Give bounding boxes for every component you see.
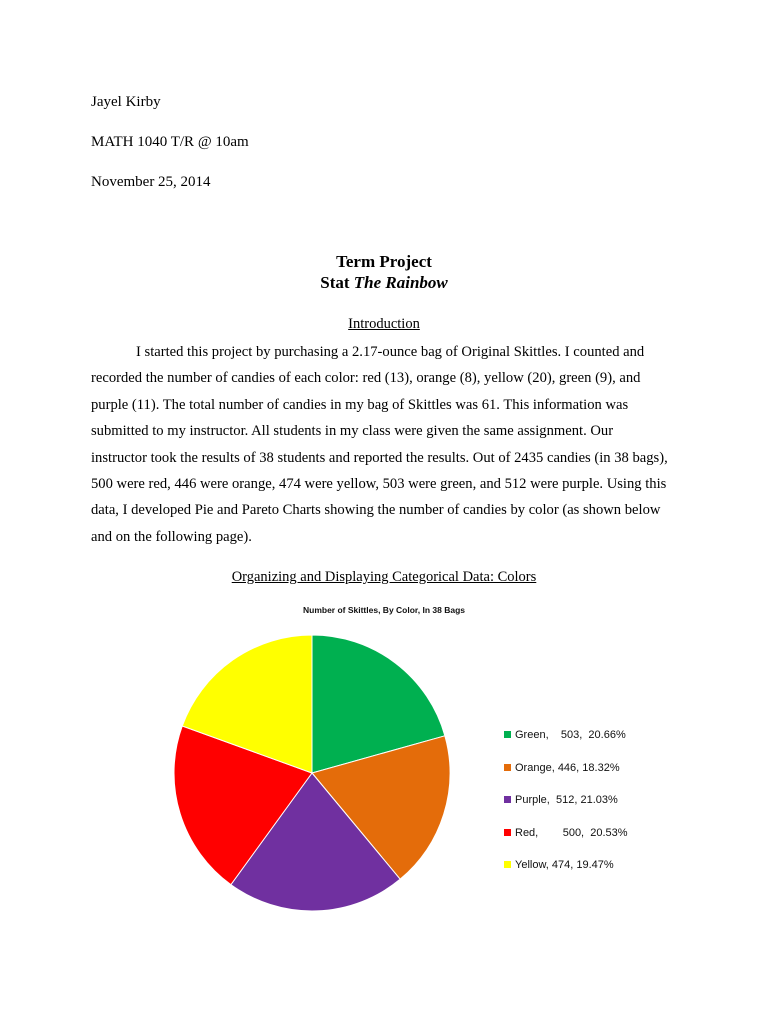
colors-section-heading bbox=[0, 568, 768, 586]
subtitle-prefix: Stat bbox=[320, 273, 354, 292]
author-name: Jayel Kirby bbox=[91, 94, 161, 110]
document-title: Term Project bbox=[336, 252, 432, 271]
legend-item-orange bbox=[504, 762, 628, 795]
colors-section-heading-text: Organizing and Displaying Categorical Data: Colors bbox=[231, 569, 537, 585]
legend-item-yellow bbox=[504, 859, 628, 892]
legend-swatch-red bbox=[504, 829, 511, 836]
legend-value: 503, bbox=[560, 729, 583, 741]
legend-value: 500, bbox=[562, 826, 585, 839]
legend-percent: 21.03% bbox=[580, 794, 618, 806]
legend-percent: 20.53% bbox=[590, 826, 628, 839]
chart-title: Number of Skittles, By Color, In 38 Bags bbox=[302, 605, 465, 615]
legend-label: Purple, bbox=[515, 794, 550, 806]
legend-swatch-yellow bbox=[504, 861, 511, 868]
legend-value: 512, bbox=[555, 794, 578, 806]
legend-label: Yellow, bbox=[515, 859, 549, 871]
chart-legend bbox=[504, 729, 628, 892]
introduction-heading bbox=[0, 315, 768, 333]
legend-swatch-orange bbox=[504, 764, 511, 771]
legend-percent: 20.66% bbox=[588, 729, 626, 741]
legend-label: Green, bbox=[515, 729, 549, 741]
document-date: November 25, 2014 bbox=[91, 174, 211, 190]
legend-item-green bbox=[504, 729, 628, 762]
legend-label: Red, bbox=[515, 826, 539, 839]
legend-value: 474, bbox=[551, 859, 574, 871]
legend-percent: 18.32% bbox=[582, 761, 620, 774]
course-info: MATH 1040 T/R @ 10am bbox=[91, 134, 249, 150]
document-subtitle bbox=[0, 273, 768, 293]
introduction-heading-text: Introduction bbox=[348, 316, 420, 332]
legend-item-red bbox=[504, 827, 628, 860]
legend-label: Orange, bbox=[515, 761, 555, 774]
legend-value: 446, bbox=[557, 761, 580, 774]
legend-item-purple bbox=[504, 794, 628, 827]
pie-chart bbox=[170, 626, 460, 920]
subtitle-italic: The Rainbow bbox=[353, 273, 448, 292]
legend-swatch-green bbox=[504, 731, 511, 738]
legend-percent: 19.47% bbox=[576, 859, 614, 871]
legend-swatch-purple bbox=[504, 796, 511, 803]
introduction-paragraph: I started this project by purchasing a 2.17-ounce bag of Original Skittles. I counted and recorded the number of candies of each color: red (13), orange (8), yellow (20), green (9), and purple (11). The total number of candies in my bag of Skittles was 61. This information was submitted to my instructor. All students in my class were given the same assignment. Our instructor took the results of 38 students and reported the results. Out of 2435 candies (in 38 bags), 500 were red, 446 were orange, 474 were yellow, 503 were green, and 512 were purple. Using this data, I developed Pie and Pareto Charts showing the number of candies by color (as shown below and on the following page). bbox=[91, 344, 668, 545]
